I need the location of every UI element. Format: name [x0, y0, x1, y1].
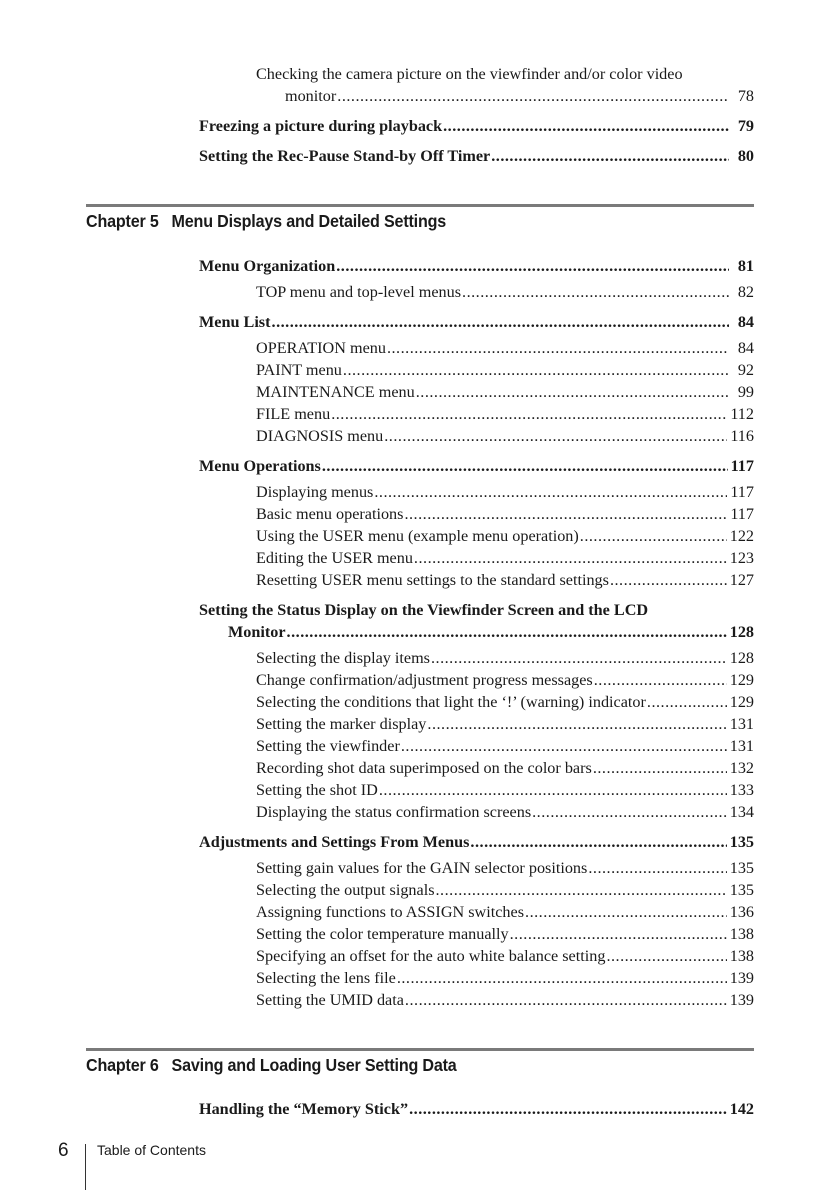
toc-entry-title: Editing the USER menu: [256, 549, 413, 567]
toc-dot-leader: [322, 456, 728, 476]
toc-dot-leader: [588, 858, 726, 878]
toc-dot-leader: [443, 116, 729, 136]
toc-page-number: 132: [729, 759, 754, 777]
toc-page-number: 131: [729, 737, 754, 755]
toc-entry-title: Freezing a picture during playback: [199, 117, 443, 135]
toc-section-entry[interactable]: [199, 116, 754, 136]
toc-subsection-entry[interactable]: [256, 526, 754, 546]
toc-subsection-entry[interactable]: [256, 692, 754, 712]
toc-subsection-entry[interactable]: [256, 426, 754, 446]
toc-dot-leader: [272, 312, 729, 332]
toc-dot-leader: [431, 648, 727, 668]
toc-entry-title: TOP menu and top-level menus: [256, 283, 462, 301]
toc-dot-leader: [343, 360, 729, 380]
toc-dot-leader: [580, 526, 727, 546]
toc-subsection-entry[interactable]: [256, 648, 754, 668]
toc-entry-title: Selecting the output signals: [256, 881, 435, 899]
toc-section-entry[interactable]: [199, 832, 754, 852]
toc-subsection-entry[interactable]: [256, 902, 754, 922]
toc-entry-title: Displaying menus: [256, 483, 374, 501]
toc-section-entry[interactable]: [199, 1099, 754, 1119]
toc-dot-leader: [436, 880, 727, 900]
toc-dot-leader: [470, 832, 726, 852]
toc-subsection-entry[interactable]: [256, 282, 754, 302]
toc-entry-title: Selecting the conditions that light the ‘!’ (warning) indicator: [256, 693, 646, 711]
toc-dot-leader: [593, 758, 727, 778]
toc-dot-leader: [610, 570, 727, 590]
toc-page-number: 78: [737, 87, 754, 105]
toc-page-number: 138: [729, 947, 754, 965]
toc-dot-leader: [397, 968, 727, 988]
toc-dot-leader: [414, 548, 727, 568]
toc-page-number: 80: [737, 147, 754, 165]
toc-entry-title: Change confirmation/adjustment progress messages: [256, 671, 593, 689]
toc-page-number: 135: [729, 833, 754, 851]
toc-dot-leader: [491, 146, 729, 166]
chapter-5-rule: [86, 204, 754, 207]
toc-subsection-entry[interactable]: [256, 504, 754, 524]
toc-entry-title: Setting the UMID data: [256, 991, 404, 1009]
toc-page-number: 128: [729, 649, 754, 667]
toc-dot-leader: [387, 338, 729, 358]
toc-page-number: 84: [737, 339, 754, 357]
toc-subsection-entry[interactable]: [256, 968, 754, 988]
toc-page-number: 128: [729, 623, 754, 641]
toc-subsection-entry[interactable]: [256, 758, 754, 778]
toc-page-number: 133: [729, 781, 754, 799]
toc-subsection-entry[interactable]: [256, 482, 754, 502]
toc-entry-title: Recording shot data superimposed on the color bars: [256, 759, 592, 777]
chapter-5-heading: [86, 210, 446, 232]
toc-page-number: 136: [729, 903, 754, 921]
toc-subsection-entry[interactable]: [256, 404, 754, 424]
toc-section-entry[interactable]: [228, 622, 754, 642]
toc-subsection-entry[interactable]: [256, 880, 754, 900]
chapter-6-heading: [86, 1054, 457, 1076]
chapter-6-rule: [86, 1048, 754, 1051]
toc-subsection-entry[interactable]: [285, 86, 754, 106]
toc-dot-leader: [287, 622, 727, 642]
toc-dot-leader: [525, 902, 727, 922]
toc-dot-leader: [336, 256, 729, 276]
toc-page-number: 129: [729, 671, 754, 689]
toc-entry-title: OPERATION menu: [256, 339, 386, 357]
chapter-5-number: Chapter 5: [86, 211, 159, 231]
toc-entry-title: monitor: [285, 87, 337, 105]
toc-page-number: 134: [729, 803, 754, 821]
toc-subsection-entry[interactable]: [256, 670, 754, 690]
toc-dot-leader: [416, 382, 729, 402]
toc-dot-leader: [427, 714, 726, 734]
toc-subsection-entry[interactable]: [256, 946, 754, 966]
toc-entry-title: PAINT menu: [256, 361, 342, 379]
toc-page-number: 127: [729, 571, 754, 589]
chapter-5-title: Menu Displays and Detailed Settings: [171, 211, 447, 231]
page-number: 6: [58, 1140, 69, 1161]
toc-subsection-entry[interactable]: [256, 338, 754, 358]
toc-section-entry[interactable]: [199, 312, 754, 332]
toc-entry-title: Specifying an offset for the auto white balance setting: [256, 947, 606, 965]
toc-section-entry[interactable]: [199, 146, 754, 166]
toc-page-number: 122: [729, 527, 754, 545]
toc-entry-title: Resetting USER menu settings to the standard settings: [256, 571, 609, 589]
toc-subsection-entry[interactable]: [256, 360, 754, 380]
toc-page-number: 129: [729, 693, 754, 711]
toc-page-number: 79: [737, 117, 754, 135]
footer-label: Table of Contents: [97, 1142, 206, 1158]
toc-entry-title: Setting the shot ID: [256, 781, 378, 799]
toc-page-number: 99: [737, 383, 754, 401]
toc-page-number: 82: [737, 283, 754, 301]
toc-dot-leader: [594, 670, 727, 690]
toc-dot-leader: [462, 282, 729, 302]
toc-dot-leader: [405, 990, 727, 1010]
toc-subsection-entry[interactable]: [256, 858, 754, 878]
toc-page-number: 142: [729, 1100, 754, 1118]
toc-page-number: 135: [729, 881, 754, 899]
toc-entry-title: Selecting the display items: [256, 649, 430, 667]
toc-entry-title: Adjustments and Settings From Menus: [199, 833, 470, 851]
toc-dot-leader: [532, 802, 727, 822]
toc-entry-line1: Checking the camera picture on the viewfinder and/or color video: [256, 65, 683, 83]
toc-entry-title: MAINTENANCE menu: [256, 383, 415, 401]
chapter-6-number: Chapter 6: [86, 1055, 159, 1075]
toc-entry-title: Displaying the status confirmation screens: [256, 803, 532, 821]
toc-dot-leader: [379, 780, 727, 800]
toc-entry-title: Setting the marker display: [256, 715, 427, 733]
toc-entry-title: Setting the color temperature manually: [256, 925, 509, 943]
toc-entry-title: Menu List: [199, 313, 271, 331]
toc-dot-leader: [510, 924, 727, 944]
toc-page-number: 123: [729, 549, 754, 567]
chapter-6-title: Saving and Loading User Setting Data: [171, 1055, 457, 1075]
toc-subsection-entry[interactable]: [256, 548, 754, 568]
toc-subsection-entry[interactable]: [256, 802, 754, 822]
toc-entry-title: Setting the viewfinder: [256, 737, 400, 755]
toc-entry-title: Setting the Rec-Pause Stand-by Off Timer: [199, 147, 491, 165]
footer-divider: [85, 1144, 86, 1190]
toc-page-number: 139: [729, 969, 754, 987]
toc-dot-leader: [606, 946, 726, 966]
toc-entry-title: Monitor: [228, 623, 286, 641]
toc-page-number: 117: [730, 483, 754, 501]
toc-page-number: 112: [730, 405, 754, 423]
toc-dot-leader: [401, 736, 727, 756]
toc-entry-title: DIAGNOSIS menu: [256, 427, 384, 445]
toc-dot-leader: [337, 86, 729, 106]
toc-entry-title: Menu Operations: [199, 457, 321, 475]
toc-subsection-entry[interactable]: [256, 736, 754, 756]
toc-dot-leader: [331, 404, 727, 424]
toc-entry-title: Setting gain values for the GAIN selector positions: [256, 859, 588, 877]
toc-page-number: 135: [729, 859, 754, 877]
toc-entry-title: Assigning functions to ASSIGN switches: [256, 903, 525, 921]
toc-page-number: 117: [730, 505, 754, 523]
toc-subsection-entry[interactable]: [256, 382, 754, 402]
toc-subsection-entry[interactable]: [256, 780, 754, 800]
page-footer: [0, 1138, 840, 1190]
toc-dot-leader: [647, 692, 727, 712]
toc-entry-title: Selecting the lens file: [256, 969, 396, 987]
toc-page-number: 116: [730, 427, 754, 445]
toc-page-number: 84: [737, 313, 754, 331]
toc-page-number: 92: [737, 361, 754, 379]
toc-dot-leader: [409, 1099, 727, 1119]
toc-entry-title: Basic menu operations: [256, 505, 404, 523]
toc-subsection-entry[interactable]: [256, 924, 754, 944]
toc-dot-leader: [404, 504, 727, 524]
toc-entry-title: Using the USER menu (example menu operation): [256, 527, 579, 545]
toc-section-entry[interactable]: [199, 456, 754, 476]
toc-dot-leader: [374, 482, 727, 502]
toc-page-number: 131: [729, 715, 754, 733]
toc-page-number: 117: [730, 457, 754, 475]
toc-section-entry[interactable]: [199, 256, 754, 276]
toc-page-number: 138: [729, 925, 754, 943]
toc-page-number: 81: [737, 257, 754, 275]
toc-entry-line1: Setting the Status Display on the Viewfinder Screen and the LCD: [199, 601, 649, 619]
toc-entry-title: FILE menu: [256, 405, 331, 423]
toc-subsection-entry[interactable]: [256, 570, 754, 590]
toc-dot-leader: [384, 426, 727, 446]
toc-entry-title: Menu Organization: [199, 257, 336, 275]
toc-entry-title: Handling the “Memory Stick”: [199, 1100, 409, 1118]
toc-subsection-entry[interactable]: [256, 990, 754, 1010]
toc-subsection-entry[interactable]: [256, 714, 754, 734]
toc-page-number: 139: [729, 991, 754, 1009]
